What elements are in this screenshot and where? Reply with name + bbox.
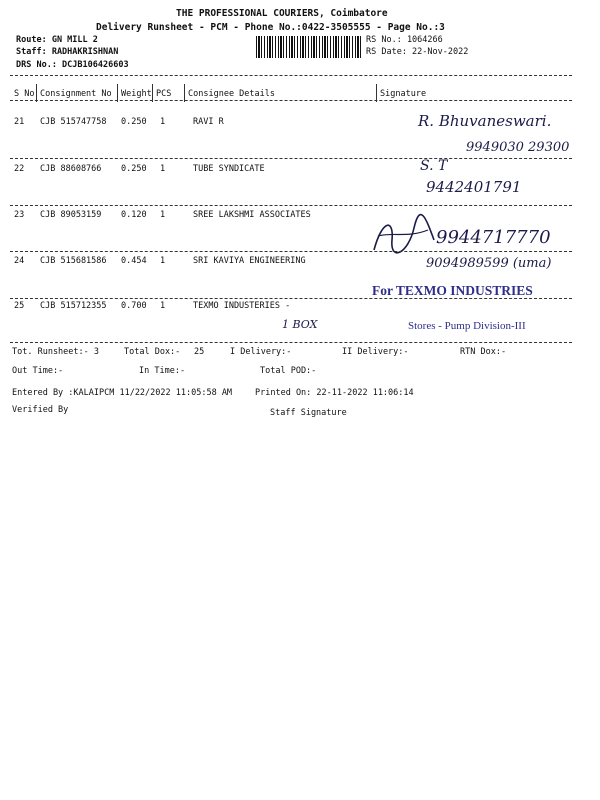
row-pcs: 1 (160, 164, 166, 174)
handwritten-phone: 9442401791 (426, 178, 522, 196)
row-weight: 0.454 (121, 256, 147, 266)
printed-on: Printed On: 22-11-2022 11:06:14 (255, 388, 414, 398)
i-delivery: I Delivery:- (230, 347, 292, 357)
runsheet-title: Delivery Runsheet - PCM - Phone No.:0422-3505555 - Page No.:3 (96, 22, 445, 33)
divider (10, 342, 572, 343)
staff-signature: Staff Signature (270, 408, 347, 418)
divider (10, 251, 572, 252)
row-sno: 21 (14, 117, 25, 127)
handwritten-phone: 9094989599 (uma) (426, 256, 552, 271)
row-pcs: 1 (160, 117, 166, 127)
total-dox-label: Total Dox:- (124, 347, 181, 357)
handwritten-signature: S. T (420, 158, 448, 174)
row-consignment: CJB 515712355 (40, 301, 107, 311)
rs-number: RS No.: 1064266 (366, 35, 443, 45)
row-pcs: 1 (160, 301, 166, 311)
divider (10, 75, 572, 76)
row-sno: 24 (14, 256, 25, 266)
col-weight: Weight (121, 89, 152, 99)
col-pcs: PCS (156, 89, 172, 99)
row-consignee: TEXMO INDUSTERIES - (193, 301, 291, 311)
entered-by: Entered By :KALAIPCM 11/22/2022 11:05:58 AM (12, 388, 233, 398)
divider (152, 84, 153, 102)
company-name: THE PROFESSIONAL COURIERS, Coimbatore (176, 8, 388, 19)
in-time: In Time:- (139, 366, 186, 376)
rs-date: RS Date: 22-Nov-2022 (366, 47, 469, 57)
col-consignee: Consignee Details (188, 89, 275, 99)
row-weight: 0.250 (121, 117, 147, 127)
verified-by: Verified By (12, 405, 69, 415)
divider (36, 84, 37, 102)
row-weight: 0.120 (121, 210, 147, 220)
divider (10, 158, 572, 159)
row-weight: 0.250 (121, 164, 147, 174)
total-runsheet: Tot. Runsheet:- 3 (12, 347, 99, 357)
row-sno: 22 (14, 164, 25, 174)
col-consignment: Consignment No (40, 89, 112, 99)
handwritten-note: 1 BOX (282, 318, 318, 331)
divider (10, 205, 572, 206)
row-consignee: TUBE SYNDICATE (193, 164, 265, 174)
row-consignee: SREE LAKSHMI ASSOCIATES (193, 210, 311, 220)
route: Route: GN MILL 2 (16, 35, 98, 45)
row-pcs: 1 (160, 256, 166, 266)
row-sno: 23 (14, 210, 25, 220)
company-stamp-line1: For TEXMO INDUSTRIES (372, 283, 533, 298)
row-consignment: CJB 88608766 (40, 164, 102, 174)
row-weight: 0.700 (121, 301, 147, 311)
drs-number: DRS No.: DCJB106426603 (16, 60, 129, 70)
divider (10, 100, 572, 101)
col-signature: Signature (380, 89, 427, 99)
barcode-icon (256, 36, 362, 58)
col-sno: S No (14, 89, 35, 99)
row-consignment: CJB 515747758 (40, 117, 107, 127)
company-stamp-line2: Stores - Pump Division-III (408, 320, 526, 332)
divider (376, 84, 377, 102)
row-consignment: CJB 89053159 (40, 210, 102, 220)
row-consignee: RAVI R (193, 117, 224, 127)
divider (117, 84, 118, 102)
handwritten-phone: 9949030 29300 (466, 140, 570, 155)
signature-scribble (368, 210, 438, 260)
ii-delivery: II Delivery:- (342, 347, 409, 357)
handwritten-phone: 9944717770 (436, 227, 551, 248)
handwritten-signature: R. Bhuvaneswari. (418, 112, 552, 130)
total-dox-value: 25 (194, 347, 205, 357)
total-pod: Total POD:- (260, 366, 317, 376)
row-consignment: CJB 515681586 (40, 256, 107, 266)
staff: Staff: RADHAKRISHNAN (16, 47, 119, 57)
out-time: Out Time:- (12, 366, 64, 376)
row-pcs: 1 (160, 210, 166, 220)
row-sno: 25 (14, 301, 25, 311)
rtn-dox: RTN Dox:- (460, 347, 507, 357)
row-consignee: SRI KAVIYA ENGINEERING (193, 256, 306, 266)
divider (184, 84, 185, 102)
